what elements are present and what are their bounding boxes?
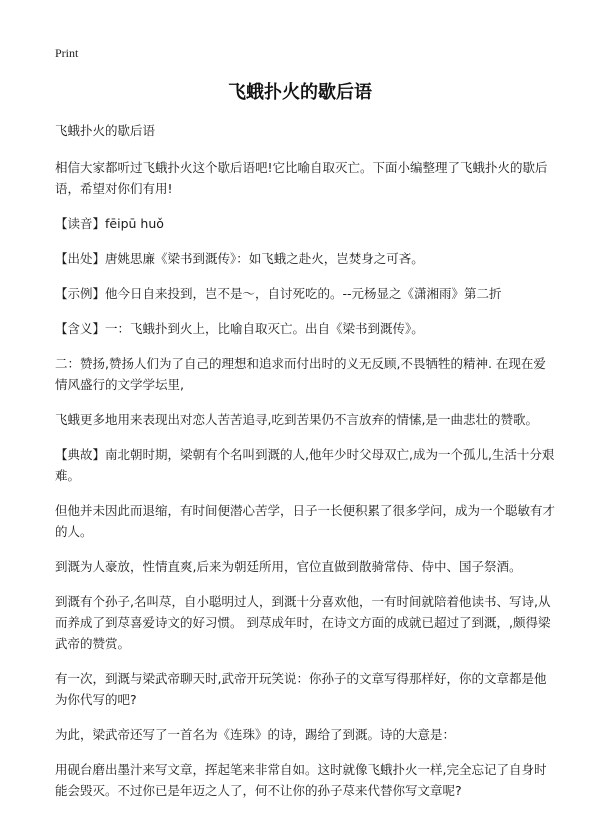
story-paragraph: 【典故】南北朝时期，梁朝有个名叫到溉的人,他年少时父母双亡,成为一个孤儿,生活十分艰难。 — [55, 447, 555, 483]
article-body — [55, 120, 555, 815]
story-paragraph-2: 但他并未因此而退缩，有时间便潜心苦学，日子一长便积累了很多学问，成为一个聪敏有才的人。 — [55, 503, 556, 539]
story-paragraph-3: 到溉为人豪放，性情直爽,后来为朝廷所用，官位直做到散骑常侍、侍中、国子祭酒。 — [55, 559, 522, 574]
story-paragraph-5: 有一次，到溉与梁武帝聊天时,武帝开玩笑说：你孙子的文章写得那样好，你的文章都是他为你代写的吧? — [55, 671, 547, 707]
story-paragraph-6: 为此，梁武帝还写了一首名为《连珠》的诗，踢给了到溉。诗的大意是： — [55, 727, 456, 742]
example-paragraph: 【示例】他今日自来投到，岂不是～，自讨死吃的。--元杨显之《潇湘雨》第二折 — [55, 286, 502, 301]
meaning-two-paragraph: 二：赞扬,赞扬人们为了自己的理想和追求而付出时的义无反顾,不畏牺牲的精神. 在现在爱情风盛行的文学学坛里, — [55, 356, 546, 392]
page-title: 飞蛾扑火的歇后语 — [228, 82, 372, 103]
article-subtitle: 飞蛾扑火的歇后语 — [55, 123, 156, 138]
meaning-paragraph: 【含义】一：飞蛾扑到火上，比喻自取灭亡。出自《梁书到溉传》。 — [55, 321, 424, 336]
source-paragraph: 【出处】唐姚思廉《梁书到溉传》：如飞蛾之赴火，岂焚身之可吝。 — [55, 251, 424, 266]
intro-paragraph: 相信大家都听过飞蛾扑火这个歇后语吧!它比喻自取灭亡。下面小编整理了飞蛾扑火的歇后语，希望对你们有用! — [55, 160, 548, 196]
print-link[interactable]: Print — [55, 46, 79, 60]
story-paragraph-4: 到溉有个孙子,名叫荩，自小聪明过人，到溉十分喜欢他，一有时间就陪着他读书、写诗,从而养成了到荩喜爱诗文的好习惯。 到荩成年时，在诗文方面的成就已超过了到溉，,颇得梁武帝的赞赏。 — [55, 594, 551, 651]
pronunciation-paragraph: 【读音】fēipū huǒ — [55, 216, 164, 231]
meaning-three-paragraph: 飞蛾更多地用来表现出对恋人苦苦追寻,吃到苦果仍不言放弃的情愫,是一曲悲壮的赞歌。 — [55, 412, 538, 427]
story-paragraph-7: 用砚台磨出墨汁来写文章，挥起笔来非常自如。这时就像飞蛾扑火一样,完全忘记了自身时能会毁灭。不过你已是年迈之人了，何不让你的孙子荩来代替你写文章呢? — [55, 762, 547, 798]
